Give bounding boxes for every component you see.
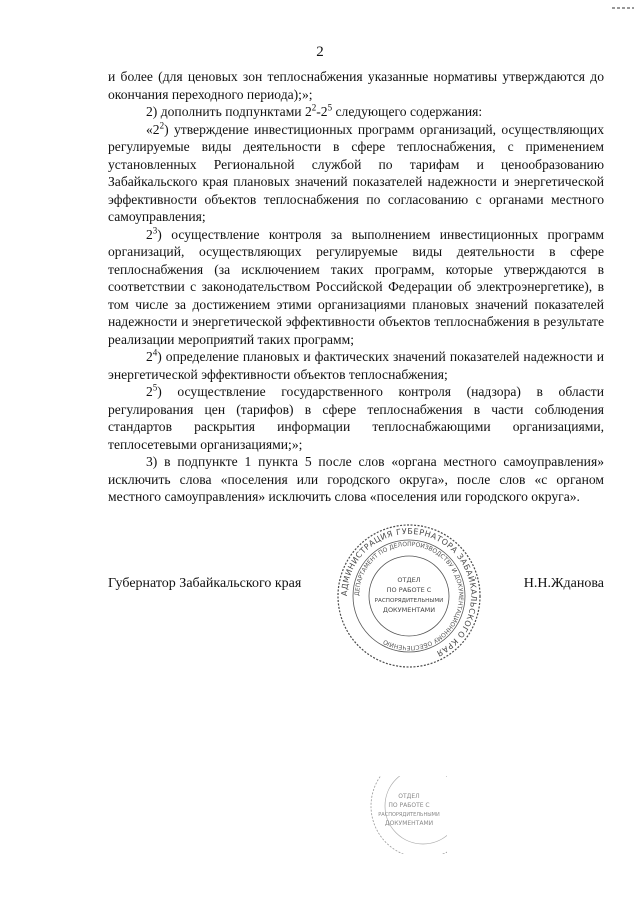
seal-center-line: РАСПОРЯДИТЕЛЬНЫМИ [374,598,444,604]
item-2: 2) дополнить подпунктами $2^2-2^5$ следующего содержания: [146,102,483,119]
svg-text:ДЕПАРТАМЕНТ ПО ДЕЛОПРОИЗВОДСТВ [354,541,464,651]
scan-mark-icon [610,4,636,12]
seal-outer-text: АДМИНИСТРАЦИЯ ГУБЕРНАТОРА ЗАБАЙКАЛЬСКОГО КРАЯ [339,526,479,659]
seal-center-line: ОТДЕЛ [397,576,421,584]
document-body [108,68,604,506]
seal-center-line: ДОКУМЕНТАМИ [382,606,436,614]
seal-inner-text: ДЕПАРТАМЕНТ ПО ДЕЛОПРОИЗВОДСТВУ И ДОКУМЕНТАЦИОННОМУ ОБЕСПЕЧЕНИЮ [353,540,465,652]
item-3: 3) в подпункте 1 пункта 5 после слов «органа местного самоуправления» исключить слова «поселения или городского округа», после слов «с органом местного самоуправления» исключить слова «поселения или городского округа». [108,454,604,504]
faint-seal-line: ДОКУМЕНТАМИ [384,820,434,827]
signature-position: Губернатор Забайкальского края [108,576,302,591]
subitem-2-3: $2^3$) осуществление контроля за выполнением инвестиционных программ организаций, осуществляющих регулируемые виды деятельности в сфере теплоснабжения (за исключением таких программ, которые утверждаются в соответствии с законодательством Российской Федерации об электроэнергетике), в том числе за достижением этими организациями плановых значений показателей надежности и энергетической эффективности объектов теплоснабжения в результате реализации мероприятий таких программ; [108,224,604,347]
subitem-2-2: «$2^2$) утверждение инвестиционных программ организаций, осуществляющих регулируемые виды деятельности в сфере теплоснабжения, с применением установленных Региональной службой по тарифам и ценообразованию Забайкальского края плановых значений показателей надежности и энергетической эффективности объектов теплоснабжения по согласованию с органами местного самоуправления; [108,119,604,224]
faint-seal-line: ОТДЕЛ [398,793,420,800]
faint-seal-line: РАСПОРЯДИТЕЛЬНЫМИ [378,812,440,818]
subitem-2-4: $2^4$) определение плановых и фактических значений показателей надежности и энергетической эффективности объектов теплоснабжения; [108,347,604,382]
faint-seal-imprint [361,776,447,854]
page-number: 2 [316,44,324,60]
paragraph-continuation: и более (для ценовых зон теплоснабжения указанные нормативы утверждаются до окончания переходного периода);»; [108,69,604,102]
subitem-2-5: $2^5$) осуществление государственного контроля (надзора) в области регулирования цен (тарифов) в сфере теплоснабжения в части соблюдения стандартов раскрытия информации теплоснабжающими организациями, теплосетевыми организациями;»; [108,382,604,452]
signature-name: Н.Н.Жданова [523,576,604,591]
official-seal-stamp [335,522,483,670]
faint-seal-line: ПО РАБОТЕ С [388,802,430,809]
seal-center-line: ПО РАБОТЕ С [386,586,432,594]
